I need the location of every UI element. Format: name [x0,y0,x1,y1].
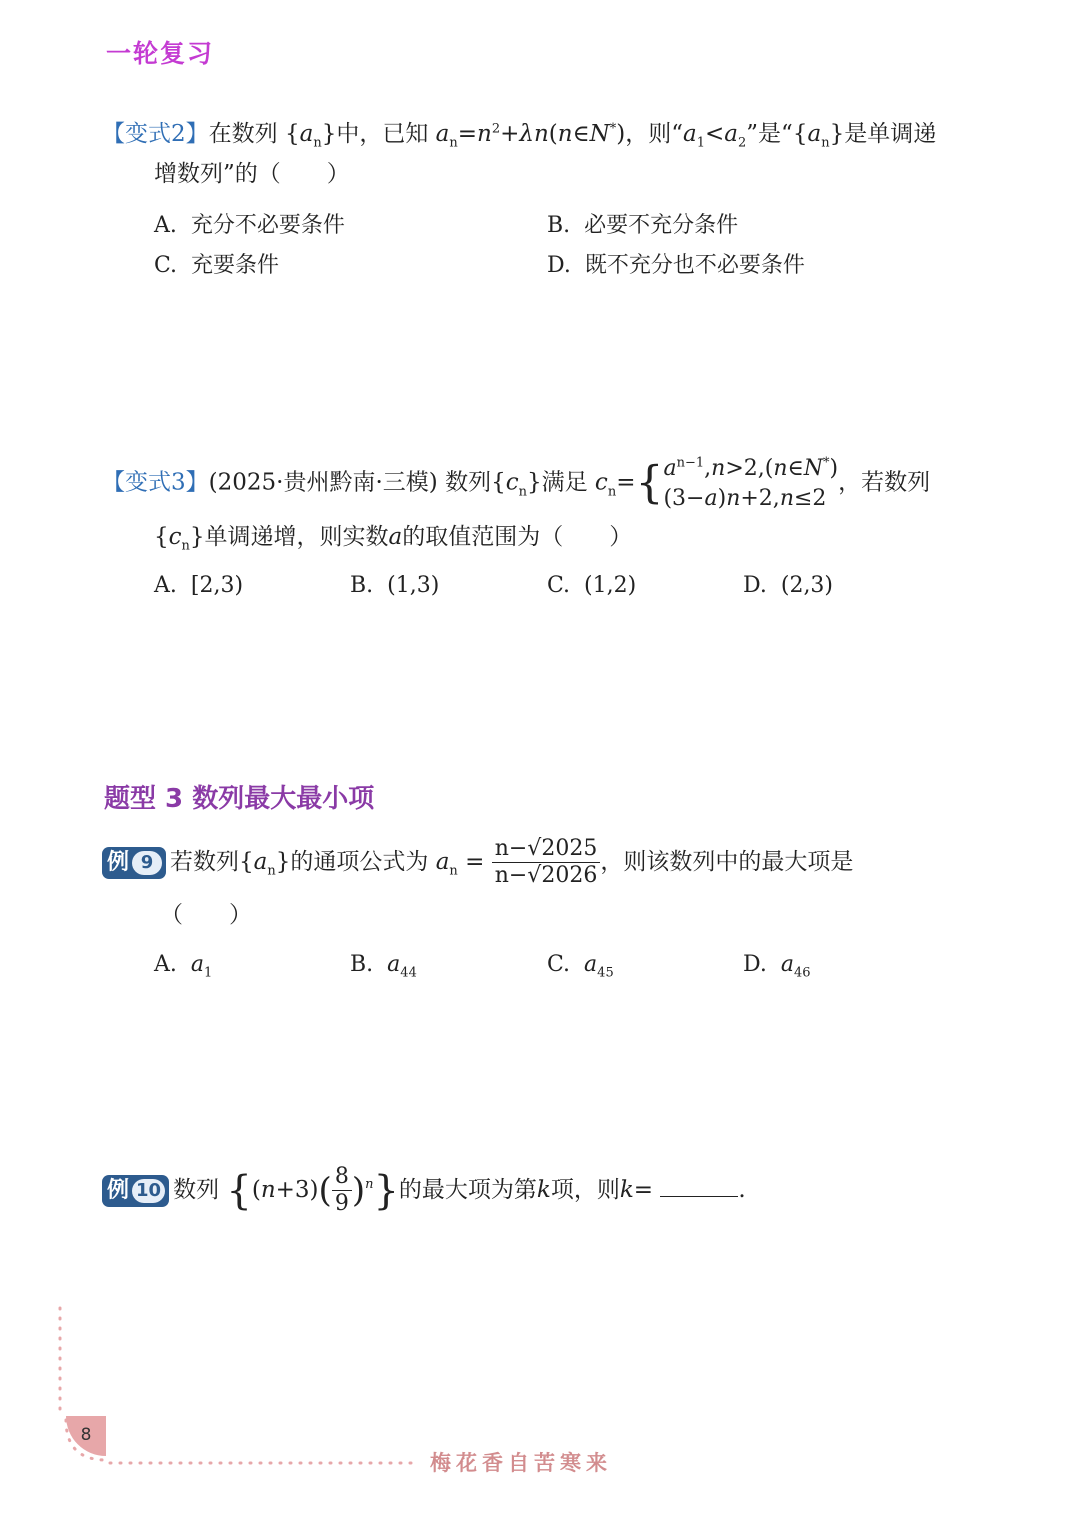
bianshi2-option-c[interactable]: C. 充要条件 [154,253,280,278]
bianshi3-line2: $\{c_n\}$单调递增，则实数a的取值范围为（ ） [154,524,633,554]
example10-line1: 例 10 数列 {(n+3)( $\frac{8}{9}$ )$^n$}的最大项为第k项，则k= . [102,1164,746,1218]
example9-line1: 例 9 若数列$\{a_n\}$的通项公式为 $a_n$ = $\frac{n-√2025}{n-√2026}$ ，则该数列中的最大项是 [102,836,853,890]
bianshi2-option-a[interactable]: A. 充分不必要条件 [154,213,345,238]
bianshi2-text-d: ”是“ [746,121,793,147]
bianshi2-option-b[interactable]: B. 必要不充分条件 [547,213,739,238]
bianshi3-option-b[interactable]: B. (1,3) [350,573,440,598]
page-header-title: 一轮复习 [106,39,215,68]
bianshi3-line1: 【变式3】(2025·贵州黔南·三模) 数列$\{c_n\}$满足 $c_n=\{a^{n-1},n>2,(n\in N^*)$ (3−a)n+2,n≤2，若数列 [102,454,930,513]
example9-badge: 例 9 [102,847,166,879]
piecewise-definition: $a^{n-1},n>2,(n\in N^*)$ (3−a)n+2,n≤2 [663,455,839,511]
bianshi3-tag: 【变式3】 [102,469,209,496]
example9-option-d[interactable]: D. $a_{46}$ [743,952,811,981]
section-title: 题型 3 数列最大最小项 [104,784,375,814]
bianshi3-option-a[interactable]: A. [2,3) [154,573,244,598]
example9-option-a[interactable]: A. $a_1$ [154,952,213,981]
page-number: 8 [66,1416,106,1456]
bianshi3-source: (2025·贵州黔南·三模) [208,469,438,496]
bianshi2-text-b: 中，已知 [336,121,429,147]
example9-option-b[interactable]: B. $a_{44}$ [350,952,417,981]
bianshi2-tag: 【变式2】 [102,121,209,147]
footer-motto: 梅花香自苦寒来 [430,1451,612,1475]
bianshi3-option-d[interactable]: D. (2,3) [743,573,834,598]
example9-option-c[interactable]: C. $a_{45}$ [547,952,614,981]
example9-line2: （ ） [160,902,252,928]
bianshi2-line2: 增数列”的（ ） [154,161,350,187]
example10-fraction: $\frac{8}{9}$ [332,1164,352,1218]
bianshi3-option-c[interactable]: C. (1,2) [547,573,637,598]
bianshi2-line1: 【变式2】在数列 $\{a_n\}$中，已知 $a_n=n^2+\lambda n(n\in N^*)$，则“$a_1<a_2$”是“$\{a_n\}$是单调递 [102,121,937,151]
bianshi2-text-c: ，则“ [625,121,684,147]
bianshi2-text-e: 是单调递 [844,121,937,147]
bianshi2-option-d[interactable]: D. 既不充分也不必要条件 [547,253,805,278]
example10-badge: 例 10 [102,1175,169,1207]
example9-fraction: $\frac{n-√2025}{n-√2026}$ [492,836,601,890]
bianshi2-text-a: 在数列 [208,121,278,147]
